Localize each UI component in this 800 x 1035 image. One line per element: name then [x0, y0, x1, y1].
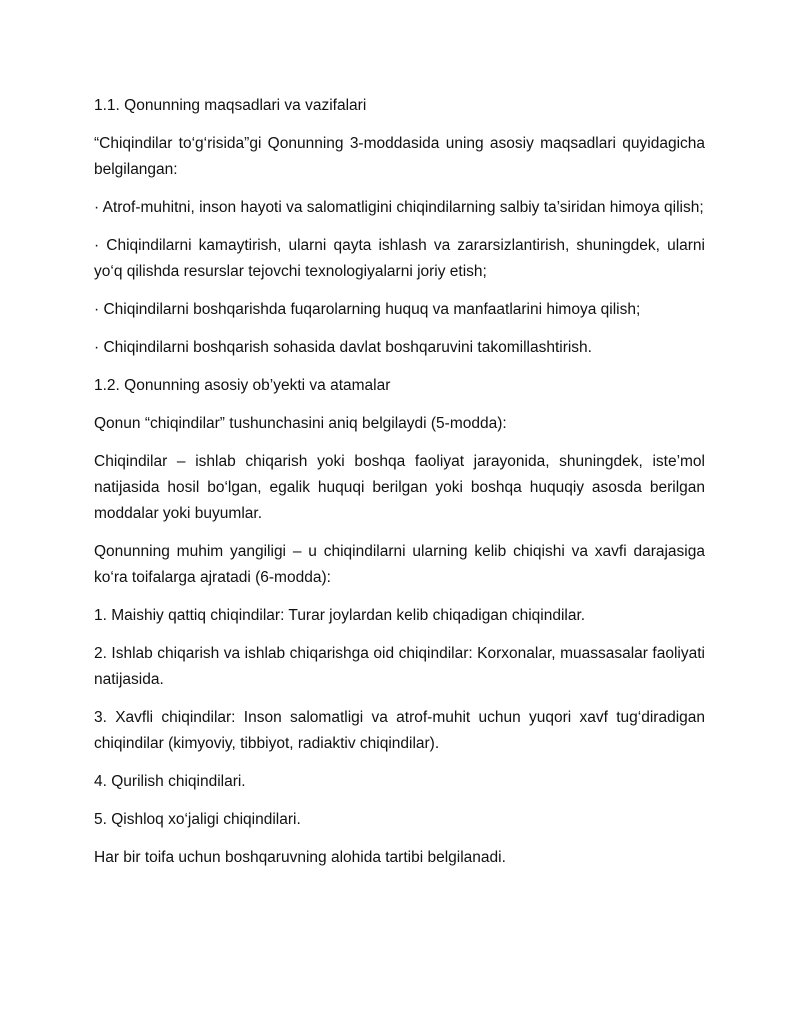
paragraph-definition: Chiqindilar – ishlab chiqarish yoki boshqa faoliyat jarayonida, shuningdek, iste’mol natijasida hosil bo‘lgan, egalik huquqi berilgan yoki boshqa huquqiy asosda berilgan moddalar yoki buyumlar.: [94, 453, 705, 522]
goal-item: · Chiqindilarni kamaytirish, ularni qayta ishlash va zararsizlantirish, shuningdek, ularni yo‘q qilishda resurslar tejovchi texnologiyalarni joriy etish;: [94, 237, 705, 280]
goal-item: · Chiqindilarni boshqarish sohasida davlat boshqaruvini takomillashtirish.: [94, 339, 592, 356]
category-item: 2. Ishlab chiqarish va ishlab chiqarishga oid chiqindilar: Korxonalar, muassasalar faoliyati natijasida.: [94, 645, 705, 688]
paragraph-categories-intro: Qonunning muhim yangiligi – u chiqindilarni ularning kelib chiqishi va xavfi darajasiga ko‘ra toifalarga ajratadi (6-modda):: [94, 543, 705, 586]
document-page: [94, 93, 705, 883]
goal-item: · Chiqindilarni boshqarishda fuqarolarning huquq va manfaatlarini himoya qilish;: [94, 301, 641, 318]
category-item: 5. Qishloq xo‘jaligi chiqindilari.: [94, 811, 301, 828]
paragraph-goals-intro: “Chiqindilar to‘g‘risida”gi Qonunning 3-moddasida uning asosiy maqsadlari quyidagicha belgilangan:: [94, 135, 705, 178]
paragraph-definition-intro: Qonun “chiqindilar” tushunchasini aniq belgilaydi (5-modda):: [94, 415, 507, 432]
goal-item: · Atrof-muhitni, inson hayoti va salomatligini chiqindilarning salbiy ta’siridan himoya qilish;: [94, 199, 704, 216]
section-heading-object: 1.2. Qonunning asosiy ob’yekti va atamalar: [94, 377, 391, 394]
category-item: 3. Xavfli chiqindilar: Inson salomatligi va atrof-muhit uchun yuqori xavf tug‘diradigan chiqindilar (kimyoviy, tibbiyot, radiaktiv chiqindilar).: [94, 709, 705, 752]
paragraph-closing: Har bir toifa uchun boshqaruvning alohida tartibi belgilanadi.: [94, 849, 506, 866]
category-item: 1. Maishiy qattiq chiqindilar: Turar joylardan kelib chiqadigan chiqindilar.: [94, 607, 586, 624]
section-heading-goals: 1.1. Qonunning maqsadlari va vazifalari: [94, 97, 367, 114]
category-item: 4. Qurilish chiqindilari.: [94, 773, 246, 790]
